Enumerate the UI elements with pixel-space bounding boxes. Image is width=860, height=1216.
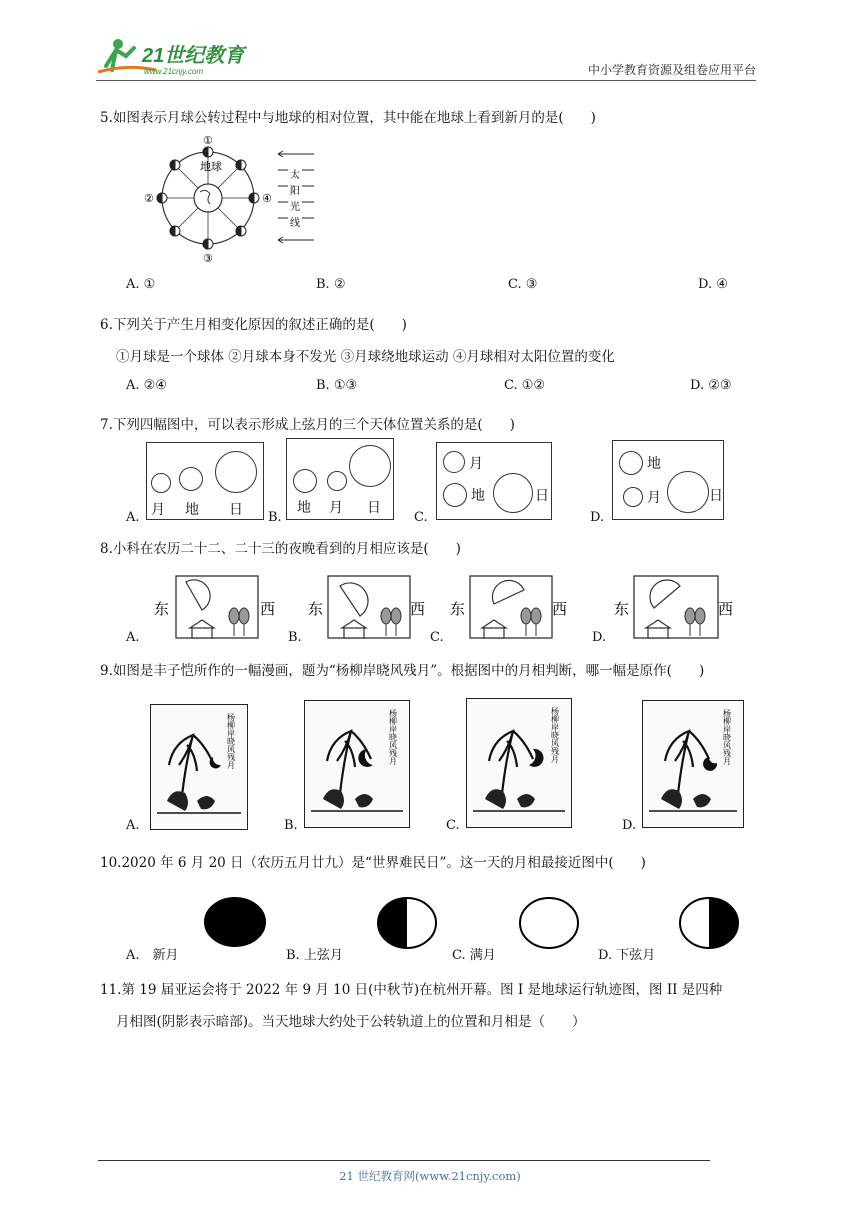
q8-figure-d bbox=[610, 574, 740, 640]
q7-figure-b: 地 月 日 bbox=[286, 438, 394, 520]
brand-logo bbox=[96, 36, 256, 78]
q10-stem: 10.2020 年 6 月 20 日（农历五月廿九）是“世界难民日”。这一天的月相最接近图中( ) bbox=[100, 855, 646, 871]
q7-option-b[interactable]: B. bbox=[268, 510, 282, 525]
q6-stem: 6.下列关于产生月相变化原因的叙述正确的是( ) bbox=[100, 317, 407, 333]
svg-text:杨柳岸晓风残月: 杨柳岸晓风残月 bbox=[226, 713, 236, 769]
svg-text:地球: 地球 bbox=[200, 160, 222, 173]
q5-option-a[interactable]: A. ① bbox=[126, 277, 156, 292]
q6-option-d[interactable]: D. ②③ bbox=[690, 378, 732, 393]
q9-cartoon-c bbox=[466, 698, 572, 828]
q8-figure-b bbox=[304, 574, 434, 640]
q7-stem: 7.下列四幅图中，可以表示形成上弦月的三个天体位置关系的是( ) bbox=[100, 417, 515, 433]
svg-text:西: 西 bbox=[410, 600, 426, 618]
q5-option-d[interactable]: D. ④ bbox=[698, 277, 728, 292]
q7-figure-d: 地 月 日 bbox=[612, 440, 724, 520]
q10-option-c[interactable]: C. 满月 bbox=[452, 948, 496, 963]
footer-divider bbox=[98, 1160, 710, 1161]
q5-option-c[interactable]: C. ③ bbox=[508, 277, 538, 292]
q9-cartoon-d bbox=[642, 700, 744, 828]
svg-text:杨柳岸晓风残月: 杨柳岸晓风残月 bbox=[388, 709, 398, 765]
q6-statements: ①月球是一个球体 ②月球本身不发光 ③月球绕地球运动 ④月球相对太阳位置的变化 bbox=[116, 349, 615, 365]
q7-figure-a: 月 地 日 bbox=[146, 442, 264, 520]
q9-option-c[interactable]: C. bbox=[446, 818, 460, 833]
svg-text:④: ④ bbox=[262, 192, 272, 205]
moon-new-icon bbox=[203, 896, 267, 948]
header-divider bbox=[96, 80, 756, 81]
brand-url: www.21cnjy.com bbox=[144, 67, 203, 76]
q9-cartoon-b bbox=[304, 700, 410, 828]
svg-text:①: ① bbox=[203, 134, 213, 147]
q8-figure-c bbox=[446, 574, 576, 640]
q5-orbit-diagram bbox=[138, 132, 318, 266]
svg-text:东: 东 bbox=[154, 600, 170, 618]
q7-option-c[interactable]: C. bbox=[414, 510, 428, 525]
moon-last-quarter-icon bbox=[678, 896, 740, 950]
q8-stem: 8.小科在农历二十二、二十三的夜晚看到的月相应该是( ) bbox=[100, 541, 461, 557]
svg-text:东: 东 bbox=[450, 600, 466, 618]
svg-text:西: 西 bbox=[552, 600, 568, 618]
platform-title: 中小学教育资源及组卷应用平台 bbox=[587, 63, 756, 77]
svg-text:③: ③ bbox=[203, 252, 213, 265]
q8-option-c[interactable]: C. bbox=[430, 630, 444, 645]
q9-option-a[interactable]: A. bbox=[126, 818, 140, 833]
svg-text:②: ② bbox=[144, 192, 154, 205]
svg-text:阳: 阳 bbox=[290, 186, 300, 197]
q9-option-b[interactable]: B. bbox=[284, 818, 298, 833]
q6-option-c[interactable]: C. ①② bbox=[504, 378, 546, 393]
moon-full-icon bbox=[518, 896, 580, 950]
q8-option-d[interactable]: D. bbox=[592, 630, 607, 645]
q5-stem: 5.如图表示月球公转过程中与地球的相对位置，其中能在地球上看到新月的是( ) bbox=[100, 110, 596, 126]
svg-text:西: 西 bbox=[718, 600, 734, 618]
q9-cartoon-a bbox=[150, 704, 248, 830]
q10-option-b[interactable]: B. 上弦月 bbox=[286, 948, 343, 963]
q6-option-a[interactable]: A. ②④ bbox=[126, 378, 167, 393]
q7-option-a[interactable]: A. bbox=[126, 510, 140, 525]
svg-text:西: 西 bbox=[260, 600, 276, 618]
q10-option-d[interactable]: D. 下弦月 bbox=[598, 948, 656, 963]
q6-option-b[interactable]: B. ①③ bbox=[316, 378, 358, 393]
q8-option-b[interactable]: B. bbox=[288, 630, 302, 645]
q7-figure-c: 月 地 日 bbox=[436, 442, 552, 520]
svg-text:东: 东 bbox=[614, 600, 630, 618]
q5-option-b[interactable]: B. ② bbox=[316, 277, 346, 292]
q10-option-a[interactable]: A. 新月 bbox=[126, 948, 179, 963]
svg-text:光: 光 bbox=[290, 202, 300, 213]
footer-text[interactable]: 21 世纪教育网(www.21cnjy.com) bbox=[339, 1169, 521, 1183]
q8-figure-a bbox=[150, 574, 280, 640]
q8-option-a[interactable]: A. bbox=[126, 630, 140, 645]
svg-text:杨柳岸晓风残月: 杨柳岸晓风残月 bbox=[550, 707, 560, 763]
svg-text:杨柳岸晓风残月: 杨柳岸晓风残月 bbox=[722, 709, 732, 765]
q11-stem-line2: 月相图(阴影表示暗部)。当天地球大约处于公转轨道上的位置和月相是（ ） bbox=[116, 1014, 586, 1030]
q7-option-d[interactable]: D. bbox=[590, 510, 605, 525]
moon-first-quarter-icon bbox=[376, 896, 438, 950]
svg-text:太: 太 bbox=[290, 170, 300, 181]
q11-stem-line1: 11.第 19 届亚运会将于 2022 年 9 月 10 日(中秋节)在杭州开幕。图 I 是地球运行轨迹图，图 II 是四种 bbox=[100, 982, 723, 998]
q9-stem: 9.如图是丰子恺所作的一幅漫画，题为“杨柳岸晓风残月”。根据图中的月相判断，哪一幅是原作( ) bbox=[100, 663, 705, 679]
brand-name: 21世纪教育 bbox=[142, 45, 245, 67]
svg-text:线: 线 bbox=[290, 218, 300, 229]
svg-text:东: 东 bbox=[308, 600, 324, 618]
q9-option-d[interactable]: D. bbox=[622, 818, 637, 833]
